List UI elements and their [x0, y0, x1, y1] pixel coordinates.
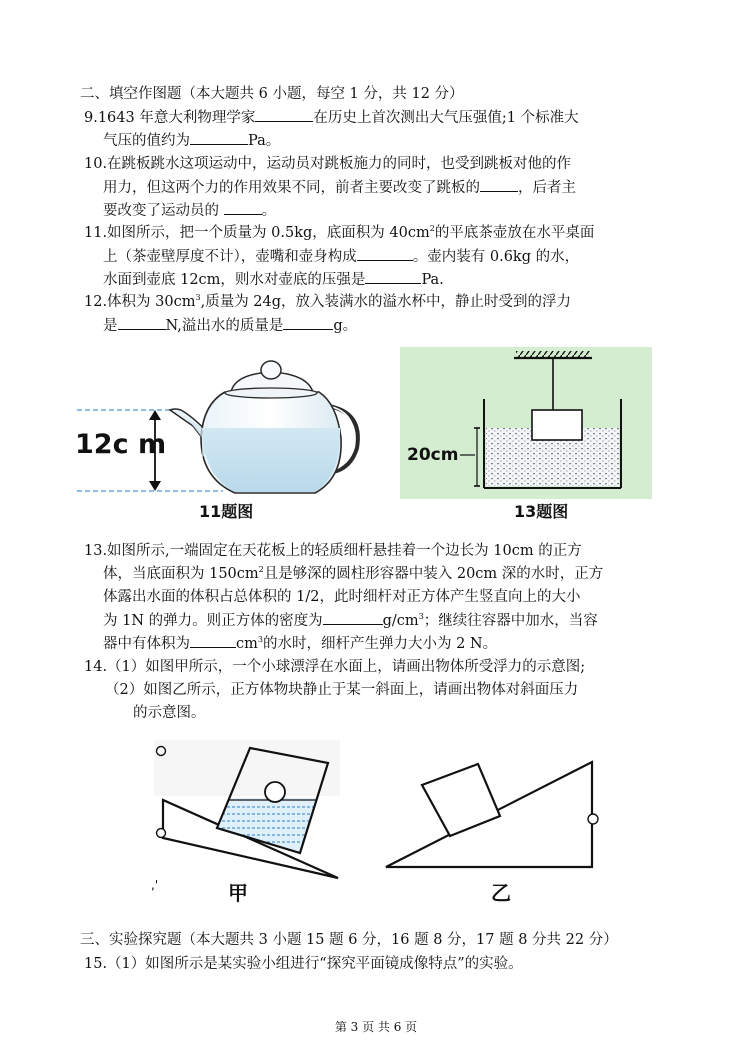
question-9-line-1: 9.1643 年意大利物理学家 在历史上首次测出大气压强值;1 个标准大 [84, 107, 579, 128]
question-13-line-1: 13.如图所示,一端固定在天花板上的轻质细杆悬挂着一个边长为 10cm 的正方 [84, 543, 582, 559]
page-number: 第 3 页 共 6 页 [334, 1020, 418, 1034]
question-13-line-2: 体，当底面积为 $150cm^2$且是够深的圆柱形容器中装入 20cm 深的水时，正方 [103, 565, 604, 582]
figure-14-right-caption: 乙 [491, 881, 511, 905]
answer-blank[interactable] [190, 633, 236, 648]
question-12-line-1: 12.体积为 $30cm^3$,质量为 24g，放入装满水的溢水杯中，静止时受到的浮力 [84, 293, 572, 310]
question-11-line-3: 水面到壶底 12cm，则水对壶底的压强是 Pa. [103, 269, 444, 290]
container-depth-label: 20cm [407, 445, 459, 465]
question-9-line-2: 气压的值约为 Pa。 [103, 130, 280, 151]
answer-blank[interactable] [190, 130, 248, 145]
block-on-incline-figure [380, 752, 605, 877]
floating-ball-figure [150, 740, 350, 888]
section-title-fill-in: 二、填空作图题（本大题共 6 小题，每空 1 分，共 12 分） [80, 86, 464, 102]
question-13-line-3: 体露出水面的体积占总体积的 1/2，此时细杆对正方体产生竖直向上的大小 [103, 589, 581, 605]
question-13-line-4: 为 1N 的弹力。则正方体的密度为 $g/cm^3$；继续往容器中加水，当容 [103, 610, 598, 631]
answer-blank[interactable] [255, 107, 313, 122]
question-15-line-1: 15.（1）如图所示是某实验小组进行“探究平面镜成像特点”的实验。 [84, 956, 523, 972]
question-10-line-1: 10.在跳板跳水这项运动中，运动员对跳板施力的同时，也受到跳板对他的作 [84, 156, 572, 172]
answer-blank[interactable] [118, 315, 166, 330]
question-10-line-2: 用力，但这两个力的作用效果不同，前者主要改变了跳板的 ，后者主 [103, 177, 576, 198]
section-title-experiment: 三、实验探究题（本大题共 3 小题 15 题 6 分，16 题 8 分，17 题 8 分共 22 分） [80, 932, 618, 948]
question-14-line-3: 的示意图。 [133, 705, 206, 721]
figure-14-left-caption: 甲 [228, 881, 248, 905]
answer-blank[interactable] [224, 200, 262, 215]
question-13-line-5: 器中有体积为 $cm^3$的水时，细杆产生弹力大小为 2 N。 [103, 633, 497, 654]
question-11-line-1: 11.如图所示，把一个质量为 0.5kg，底面积为 $40cm^2$的平底茶壶放在水平桌面 [84, 224, 595, 241]
answer-blank[interactable] [357, 246, 413, 261]
question-12-line-2: 是 N,溢出水的质量是 g。 [103, 315, 357, 336]
teapot-height-label: 12c m [75, 429, 167, 460]
figure-13-caption: 13题图 [514, 502, 569, 521]
answer-blank[interactable] [323, 610, 383, 625]
answer-blank[interactable] [365, 269, 421, 284]
question-11-line-2: 上（茶壶壁厚度不计），壶嘴和壶身构成 。壶内装有 0.6kg 的水， [103, 246, 579, 267]
figure-11-caption: 11题图 [199, 502, 254, 521]
question-10-line-3: 要改变了运动员的 。 [103, 200, 276, 221]
answer-blank[interactable] [480, 177, 518, 192]
figure-mark: ,' [151, 878, 159, 892]
container-figure [400, 347, 652, 499]
answer-blank[interactable] [283, 315, 333, 330]
question-14-line-2: （2）如图乙所示，正方体物块静止于某一斜面上，请画出物体对斜面压力 [105, 682, 579, 698]
question-14-line-1: 14.（1）如图甲所示，一个小球漂浮在水面上，请画出物体所受浮力的示意图; [84, 659, 586, 675]
